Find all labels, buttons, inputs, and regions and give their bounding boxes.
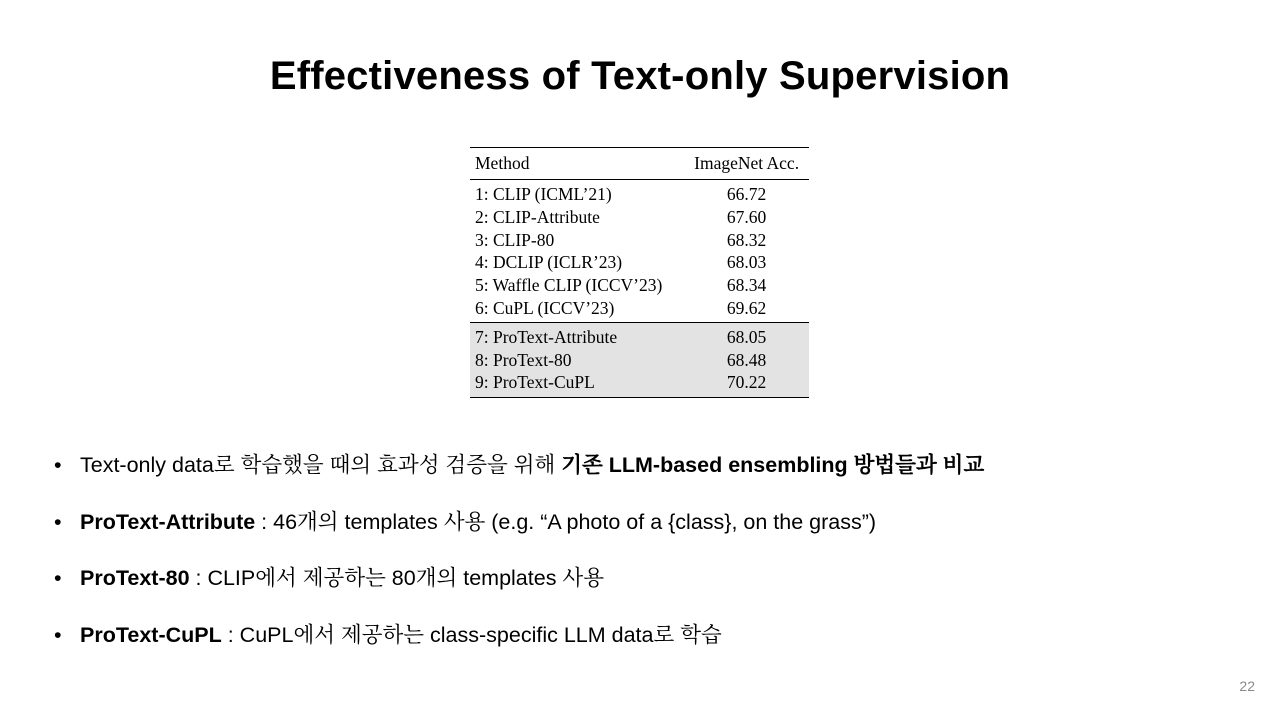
method-cell: 6: CuPL (ICCV’23)	[475, 297, 615, 318]
accuracy-cell: 67.60	[726, 206, 767, 227]
accuracy-cell: 68.32	[726, 229, 767, 250]
method-cell: 2: CLIP-Attribute	[475, 206, 600, 227]
baseline-rows	[470, 180, 809, 323]
bullet-emphasis: 기존 LLM-based ensembling 방법들과 비교	[561, 453, 985, 477]
table-row	[470, 229, 809, 252]
bullet-term: ProText-80	[80, 566, 190, 590]
table-row	[470, 297, 809, 322]
slide-title: Effectiveness of Text-only Supervision	[269, 54, 1011, 98]
header-method: Method	[475, 153, 530, 173]
accuracy-cell: 68.03	[726, 252, 767, 273]
table-row	[470, 251, 809, 274]
table-row	[470, 274, 809, 297]
method-cell: 4: DCLIP (ICLR’23)	[475, 252, 623, 273]
bullet-protext-80	[54, 562, 984, 619]
best-accuracy-cell: 70.22	[726, 372, 767, 393]
bullet-text: : CLIP에서 제공하는 80개의 templates 사용	[189, 566, 604, 590]
accuracy-cell: 66.72	[726, 184, 767, 204]
method-cell: 8: ProText-80	[475, 349, 572, 370]
bullet-list	[54, 449, 984, 675]
table-row	[470, 349, 809, 372]
method-cell: 3: CLIP-80	[475, 229, 555, 250]
table-header-row	[470, 148, 809, 180]
table-row	[470, 180, 809, 206]
bullet-term: ProText-CuPL	[80, 622, 222, 647]
accuracy-cell: 69.62	[726, 297, 767, 318]
bullet-term: ProText-Attribute	[80, 509, 256, 534]
table-row	[470, 322, 809, 348]
bullet-text: : 46개의 templates 사용 (e.g. “A photo of a {class}, on the grass”)	[255, 509, 877, 534]
bullet-protext-attribute	[54, 506, 984, 563]
table-row	[470, 206, 809, 229]
bullet-text: Text-only data로 학습했을 때의 효과성 검증을 위해	[80, 453, 562, 477]
accuracy-cell: 68.34	[726, 275, 767, 296]
bullet-comparison	[54, 449, 984, 506]
results-table	[470, 147, 809, 398]
accuracy-cell: 68.05	[726, 326, 767, 347]
accuracy-cell: 68.48	[726, 349, 767, 370]
header-accuracy: ImageNet Acc.	[694, 153, 800, 173]
method-cell: 7: ProText-Attribute	[475, 326, 618, 347]
protext-rows	[470, 322, 809, 397]
method-cell: 9: ProText-CuPL	[475, 372, 595, 393]
table-row	[470, 371, 809, 397]
method-cell: 1: CLIP (ICML’21)	[475, 184, 612, 204]
page-number: 22	[1239, 678, 1255, 694]
bullet-protext-cupl	[54, 619, 984, 676]
method-cell: 5: Waffle CLIP (ICCV’23)	[475, 275, 663, 296]
bullet-text: : CuPL에서 제공하는 class-specific LLM data로 학습	[221, 622, 722, 647]
